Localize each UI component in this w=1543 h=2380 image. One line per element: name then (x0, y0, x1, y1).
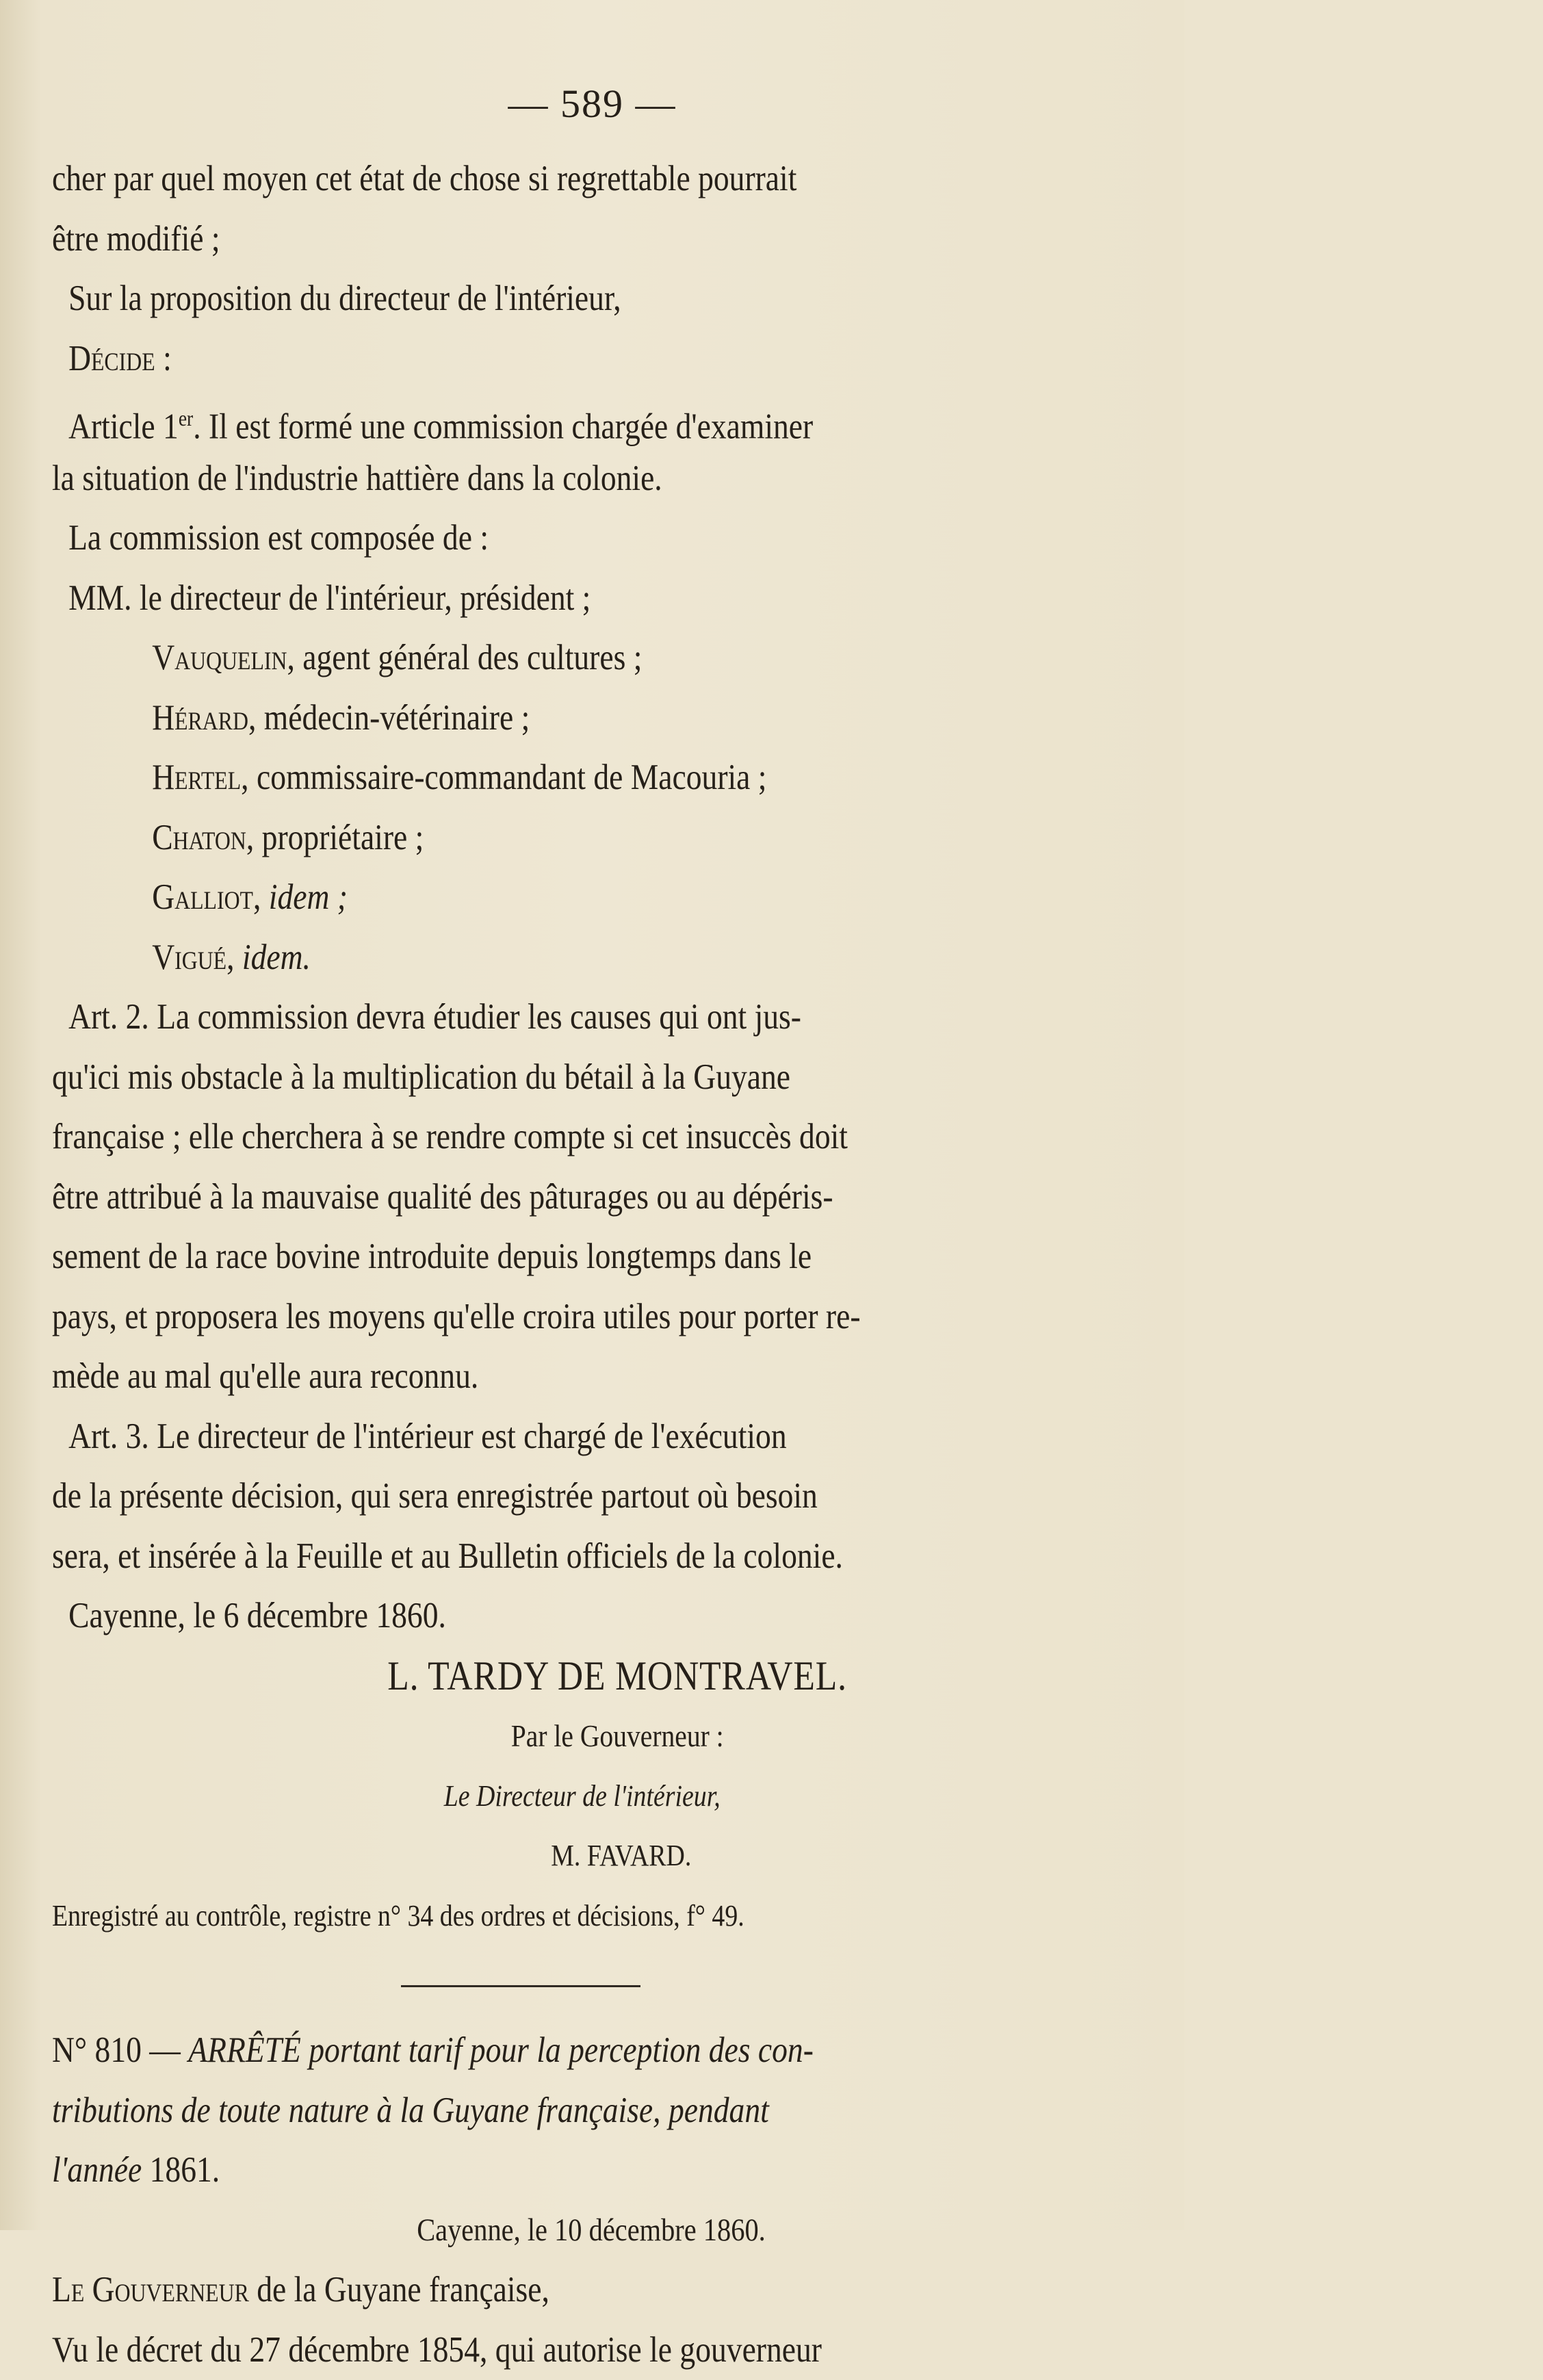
member-line: Vauquelin, agent général des cultures ; (52, 628, 1144, 688)
decision-heading: Décide : (52, 329, 1061, 389)
text-line: sera, et insérée à la Feuille et au Bulletin officiels de la colonie. (52, 1527, 1044, 1587)
by-governor: Par le Gouverneur : (52, 1706, 1503, 1766)
registration-note: Enregistré au contrôle, registre n° 34 des ordres et décisions, f° 49. (52, 1886, 1044, 1946)
member-line: Hérard, médecin-vétérinaire ; (52, 688, 1144, 749)
article-1-line: Article 1er. Il est formé une commission chargée d'examiner (52, 389, 1061, 449)
member-line: Hertel, commissaire-commandant de Macouria ; (52, 748, 1144, 808)
page-body (52, 149, 1044, 2380)
text-line: de la présente décision, qui sera enregistrée partout où besoin (52, 1466, 1044, 1527)
text-line: être attribué à la mauvaise qualité des pâturages ou au dépéris- (52, 1167, 1044, 1228)
text-line: qu'ici mis obstacle à la multiplication du bétail à la Guyane (52, 1048, 1044, 1108)
section-divider (52, 1945, 1044, 2021)
director-name: M. FAVARD. (52, 1826, 1543, 1886)
text-line: être modifié ; (52, 209, 1044, 270)
text-line: Sur la proposition du directeur de l'intérieur, (52, 269, 1061, 329)
place-date: Cayenne, le 6 décembre 1860. (52, 1586, 1061, 1646)
decree-heading-line: l'année 1861. (52, 2140, 1044, 2201)
decree-heading-line: N° 810 — ARRÊTÉ portant tarif pour la perception des con- (52, 2021, 1044, 2081)
signatory-name: L. TARDY DE MONTRAVEL. (52, 1646, 1379, 1707)
article-2-line: Art. 2. La commission devra étudier les causes qui ont jus- (52, 987, 1061, 1048)
text-line: La commission est composée de : (52, 508, 1061, 569)
text-line: cher par quel moyen cet état de chose si regrettable pourrait (52, 149, 1044, 209)
director-title: Le Directeur de l'intérieur, (52, 1766, 1436, 1826)
governor-line: Le Gouverneur de la Guyane française, (52, 2260, 1044, 2320)
member-line: Vigué, idem. (52, 928, 1144, 988)
text-line: sement de la race bovine introduite depuis longtemps dans le (52, 1227, 1044, 1287)
member-line: Chaton, propriétaire ; (52, 808, 1144, 868)
member-list-head: MM. le directeur de l'intérieur, président ; (52, 569, 1061, 629)
member-line: Galliot, idem ; (52, 868, 1144, 928)
text-line: Vu le décret du 27 décembre 1854, qui autorise le gouverneur (52, 2320, 1044, 2380)
text-line: la situation de l'industrie hattière dans la colonie. (52, 449, 1044, 509)
text-line: pays, et proposera les moyens qu'elle croira utiles pour porter re- (52, 1287, 1044, 1347)
article-3-line: Art. 3. Le directeur de l'intérieur est chargé de l'exécution (52, 1407, 1061, 1467)
text-line: mède au mal qu'elle aura reconnu. (52, 1347, 1044, 1407)
page-number: — 589 — (0, 81, 1184, 127)
decree-heading-line: tributions de toute nature à la Guyane française, pendant (52, 2081, 1044, 2141)
decree-date: Cayenne, le 10 décembre 1860. (52, 2201, 1409, 2261)
text-line: française ; elle cherchera à se rendre compte si cet insuccès doit (52, 1107, 1044, 1167)
